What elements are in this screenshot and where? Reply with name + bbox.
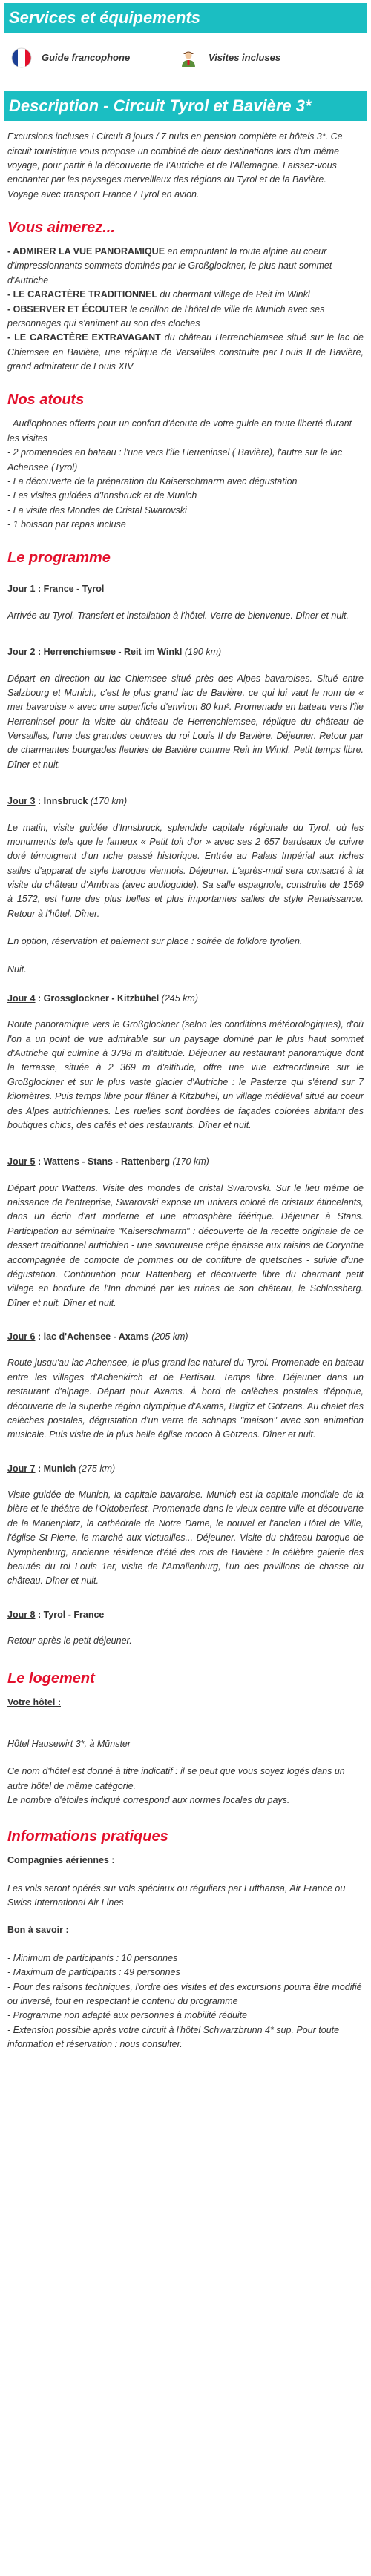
atouts-item: - La découverte de la préparation du Kaiserschmarrn avec dégustation bbox=[7, 475, 298, 487]
aimerez-title: Vous aimerez... bbox=[7, 220, 115, 237]
day-label: Jour 7 bbox=[7, 1463, 36, 1474]
day-label: Jour 5 bbox=[7, 1156, 36, 1167]
day-label: Jour 6 bbox=[7, 1331, 36, 1343]
aimerez-item-text: du charmant village de Reit im Winkl bbox=[157, 289, 310, 300]
service-label-guide: Guide francophone bbox=[42, 51, 131, 63]
day-name: : Grossglockner - Kitzbühel bbox=[35, 992, 160, 1004]
day-paragraph: Départ en direction du lac Chiemsee situé près des Alpes bavaroises. Situé entre Salzbourg et Munich, c'est le plus grand lac de Bavière, ce qui lui vaut le nom de « mer bavaroise » avec une superficie d'environ 80 km². Promenade en bateau vers l'île Herreninsel pour la visite du château de Herrenchiemsee, réplique du château de Versailles, l'une des grandes oeuvres du roi Louis II de Bavière. Déjeuner. Retour par de charmantes bourgades fleuries de Bavière comme Reit im Winkl. Petit temps libre. Dîner et nuit. bbox=[7, 673, 364, 770]
day-paragraph: Visite guidée de Munich, la capitale bavaroise. Munich est la capitale mondiale de la bière et le théâtre de l'Oktoberfest. Promenade dans le vieux centre ville et découverte de la Marienplatz, la cathédrale de Notre Dame, le nouvel et l'ancien Hôtel de Ville, l'église St-Pierre, le marché aux victuailles... Déjeuner. Visite du château baroque de Nymphenburg, ancienne résidence d'été des rois de Bavière : la célèbre galerie des beautés du roi Louis 1er, visite de l'Amalienburg, l'un des pavillons de chasse du château. Dîner et nuit. bbox=[7, 1489, 364, 1587]
atouts-item: - 2 promenades en bateau : l'une vers l'île Herreninsel ( Bavière), l'autre sur le lac Achensee (Tyrol) bbox=[7, 447, 343, 472]
day-label: Jour 2 bbox=[7, 647, 36, 658]
day-paragraph: En option, réservation et paiement sur place : soirée de folklore tyrolien. bbox=[7, 936, 303, 947]
description-intro: Excursions incluses ! Circuit 8 jours / 7 nuits en pension complète et hôtels 3*. Ce circuit touristique vous propose un combiné de deux destinations lors d'un même voyage, pour partir à la découverte de l'Autriche et de l'Allemagne. Laissez-vous enchanter par les paysages merveilleux des régions du Tyrol et de la Bavière. bbox=[7, 131, 343, 185]
day-paragraph: Arrivée au Tyrol. Transfert et installation à l'hôtel. Verre de bienvenue. Dîner et nuit. bbox=[7, 610, 349, 621]
bon-label: Bon à savoir : bbox=[7, 1925, 69, 1936]
atouts-item: - Les visites guidées d'Innsbruck et de Munich bbox=[7, 490, 197, 501]
day-heading bbox=[7, 1330, 364, 1344]
day-distance: (170 km) bbox=[170, 1156, 209, 1167]
day-distance: (190 km) bbox=[182, 647, 222, 658]
day-paragraph: Route panoramique vers le Großglockner (selon les conditions météorologiques), d'où l'on a un point de vue admirable sur un paysage dominé par le plus haut sommet d'Autriche qui culmine à 3798 m d'altitude. Déjeuner au restaurant panoramique dont la terrasse, située à 2 369 m d'altitude, offre une vue extraordinaire sur le Großglockner et sur le plus vaste glacier d'Autriche : le Pasterze qui s'étend sur 7 kilomètres. Puis temps libre pour flâner à Kitzbühel, un village médiéval situé au coeur des Alpes autrichiennes. Les ruelles sont bordées de façades colorées abritant des boutiques chics, des cafés et des restaurants. Dîner et nuit. bbox=[7, 1019, 364, 1130]
spacer bbox=[7, 921, 364, 935]
page bbox=[0, 3, 371, 2062]
day-paragraph: Retour après le petit déjeuner. bbox=[7, 1635, 132, 1647]
day-name: : Herrenchiemsee - Reit im Winkl bbox=[35, 647, 183, 658]
day-name: : Innsbruck bbox=[35, 796, 88, 807]
aimerez-item bbox=[7, 245, 364, 288]
day-heading bbox=[7, 1608, 364, 1622]
day-distance: (170 km) bbox=[88, 796, 128, 807]
day-distance: (275 km) bbox=[76, 1463, 116, 1474]
day-name: : Tyrol - France bbox=[35, 1609, 105, 1620]
aimerez-item-label: - OBSERVER ET ÉCOUTER bbox=[7, 303, 128, 314]
description-banner: Description - Circuit Tyrol et Bavière 3* bbox=[4, 91, 367, 122]
companies-text: Les vols seront opérés sur vols spéciaux ou réguliers par Lufthansa, Air France ou Swiss International Air Lines bbox=[7, 1882, 346, 1908]
day-name: : lac d'Achensee - Axams bbox=[35, 1331, 149, 1343]
day-label: Jour 1 bbox=[7, 584, 36, 595]
hotel-name: Hôtel Hausewirt 3*, à Münster bbox=[7, 1738, 131, 1749]
aimerez-item-label: - ADMIRER LA VUE PANORAMIQUE bbox=[7, 246, 165, 257]
spacer bbox=[7, 1751, 364, 1765]
hotel-label: Votre hôtel : bbox=[7, 1697, 61, 1708]
bon-item: - Pour des raisons techniques, l'ordre des visites et des excursions pourra être modifié ou inversé, tout en respectant le contenu du programme bbox=[7, 1981, 362, 2006]
companies-label: Compagnies aériennes : bbox=[7, 1855, 115, 1866]
aimerez-item bbox=[7, 303, 364, 332]
spacer bbox=[7, 1724, 364, 1737]
day-name: : France - Tyrol bbox=[35, 584, 105, 595]
description-transport: Voyage avec transport France / Tyrol en avion. bbox=[7, 188, 200, 200]
day-heading bbox=[7, 992, 364, 1006]
aimerez-item-text: le carillon de l'hôtel de ville de Munich avec ses personnages qui s'animent au son des cloches bbox=[7, 303, 325, 329]
atouts-item: - Audiophones offerts pour un confort d'écoute de votre guide en toute liberté durant les visites bbox=[7, 418, 352, 444]
day-label: Jour 4 bbox=[7, 992, 36, 1004]
day-name: : Munich bbox=[35, 1463, 76, 1474]
day-distance: (245 km) bbox=[159, 992, 198, 1004]
aimerez-item-text: en empruntant la route alpine au coeur d'impressionnants sommets dominés par le Großglockner, le plus haut sommet d'Autriche bbox=[7, 246, 332, 286]
day-label: Jour 8 bbox=[7, 1609, 36, 1620]
day-distance: (205 km) bbox=[148, 1331, 188, 1343]
day-heading bbox=[7, 582, 364, 596]
service-label-visites: Visites incluses bbox=[209, 51, 281, 63]
day-paragraph: Le matin, visite guidée d'Innsbruck, splendide capitale régionale du Tyrol, où les monuments tels que le fameux « Petit toit d'or » avec ses 2 657 bardeaux de cuivre doré témoignent d'un riche passé historique. Entrée au Palais Impérial aux riches salles d'apparat de style baroque viennois. Déjeuner. L'après-midi sera consacré à la visite du château d'Ambras (avec audioguide). Sa salle espagnole, construite de 1569 à 1572, est l'une des plus belles et plus importantes salles de style Renaissance. Retour à l'hôtel. Dîner. bbox=[7, 822, 364, 919]
day-heading bbox=[7, 1462, 364, 1476]
bon-item: - Maximum de participants : 49 personnes bbox=[7, 1967, 180, 1978]
logement-title: Le logement bbox=[7, 1670, 95, 1687]
services-row bbox=[7, 33, 364, 81]
aimerez-item bbox=[7, 288, 364, 302]
service-item-guide bbox=[10, 47, 177, 69]
day-heading bbox=[7, 645, 364, 659]
aimerez-item-text: du château Herrenchiemsee situé sur le lac de Chiemsee en Bavière, une réplique de Versailles construite par Louis II de Bavière, grand admirateur de Louis XIV bbox=[7, 332, 364, 372]
day-heading bbox=[7, 1155, 364, 1169]
day-paragraph: Nuit. bbox=[7, 963, 27, 975]
programme-title: Le programme bbox=[7, 550, 111, 567]
hotel-note: Ce nom d'hôtel est donné à titre indicatif : il se peut que vous soyez logés dans un autre hôtel de même catégorie. bbox=[7, 1766, 345, 1791]
hotel-note: Le nombre d'étoiles indiqué correspond aux normes locales du pays. bbox=[7, 1794, 290, 1805]
day-paragraph: Route jusqu'au lac Achensee, le plus grand lac naturel du Tyrol. Promenade en bateau entre les villages d'Achenkirch et de Pertisau. Temps libre. Déjeuner dans un restaurant d'alpage. Départ pour Axams. À bord de calèches postales d'époque, découverte de la superbe région olympique d'Axams, Birgitz et Götzens. Au chalet des calèches postales, dégustation d'un verre de schnaps "maison" avec son animation musicale. Puis visite de la plus belle église rococo à Götzens. Dîner et nuit. bbox=[7, 1357, 364, 1440]
day-paragraph: Départ pour Wattens. Visite des mondes de cristal Swarovski. Sur le lieu même de naissance de l'entreprise, Swarovski expose un univers coloré de cristaux étincelants, dans un écrin d'art moderne et une atmosphère féérique. Déjeuner à Stans. Participation au séminaire "Kaiserschmarrn" : découverte de la recette originale de ce dessert traditionnel autrichien - une savoureuse crêpe épaisse aux raisins de Corynthe accompagnée de compote de pommes ou de confiture de quetsches - suivie d'une dégustation. Continuation pour Rattenberg et découverte libre du charmant petit village en bordure de l'Inn dominé par les ruines de son château, le Schlossberg. Dîner et nuit. Dîner et nuit. bbox=[7, 1182, 364, 1308]
bon-item: - Programme non adapté aux personnes à mobilité réduite bbox=[7, 2010, 248, 2021]
atouts-item: - 1 boisson par repas incluse bbox=[7, 519, 126, 530]
day-name: : Wattens - Stans - Rattenberg bbox=[35, 1156, 171, 1167]
french-flag-icon bbox=[10, 47, 33, 69]
atouts-item: - La visite des Mondes de Cristal Swarovski bbox=[7, 504, 187, 515]
day-heading bbox=[7, 794, 364, 808]
services-banner: Services et équipements bbox=[4, 3, 367, 33]
aimerez-item-label: - LE CARACTÈRE EXTRAVAGANT bbox=[7, 332, 161, 343]
bon-item: - Extension possible après votre circuit à l'hôtel Schwarzbrunn 4* sup. Pour toute information et réservation : nous consulter. bbox=[7, 2024, 340, 2050]
service-item-visites bbox=[177, 47, 344, 69]
bon-item: - Minimum de participants : 10 personnes bbox=[7, 1952, 178, 1963]
guide-person-icon bbox=[177, 47, 200, 69]
atouts-title: Nos atouts bbox=[7, 392, 85, 409]
aimerez-item-label: - LE CARACTÈRE TRADITIONNEL bbox=[7, 289, 158, 300]
aimerez-item bbox=[7, 331, 364, 374]
day-label: Jour 3 bbox=[7, 796, 36, 807]
spacer bbox=[7, 949, 364, 963]
pratiques-title: Informations pratiques bbox=[7, 1828, 168, 1845]
